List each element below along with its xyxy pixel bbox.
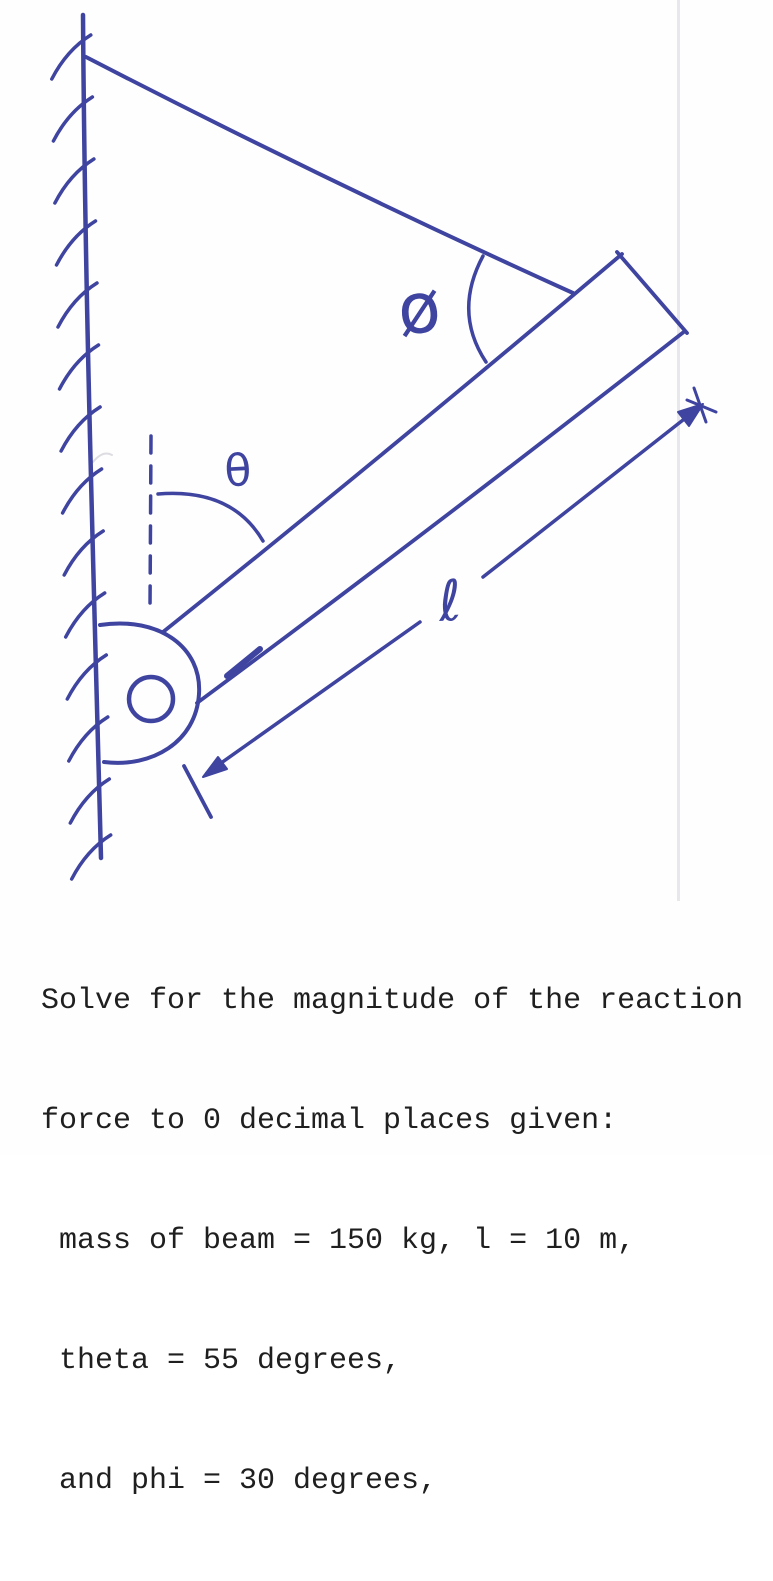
wall-hatch-stroke <box>57 221 96 265</box>
length-label: ℓ <box>436 568 464 635</box>
problem-line: and phi = 30 degrees, <box>41 1464 438 1498</box>
pivot-pin <box>129 677 173 721</box>
problem-line: theta = 55 degrees, <box>41 1344 402 1378</box>
beam-upper-edge <box>163 254 622 635</box>
wall-hatch-stroke <box>72 835 111 879</box>
pivot-bracket <box>100 623 199 762</box>
phi-angle-arc <box>469 256 486 362</box>
theta-label: θ <box>223 445 253 498</box>
wall-hatch-stroke <box>60 345 99 389</box>
problem-line: force to 0 decimal places given: <box>41 1104 618 1138</box>
phi-label: ø <box>393 265 445 352</box>
wall-hatch-stroke <box>64 531 103 575</box>
wall-hatch-stroke <box>66 593 105 637</box>
length-dimension-lower-segment <box>207 622 420 773</box>
problem-line: mass of beam = 150 kg, l = 10 m, <box>41 1224 636 1258</box>
wall-hatch-stroke <box>63 469 102 513</box>
length-dimension-upper-segment <box>483 409 697 577</box>
wall-hatch-stroke <box>61 407 100 451</box>
vertical-reference-dashed-line <box>150 436 151 610</box>
problem-text <box>41 901 743 1581</box>
cable-line <box>86 57 573 293</box>
theta-angle-arc <box>158 493 263 541</box>
beam-end-cap <box>617 252 687 333</box>
ink-blob <box>227 649 260 676</box>
wall-hatch-stroke <box>67 655 106 699</box>
wall-hatching <box>52 35 111 879</box>
beam-lower-edge <box>197 331 685 703</box>
pivot-bump <box>100 623 199 762</box>
problem-line: Solve for the magnitude of the reaction <box>41 984 744 1018</box>
pencil-smudge <box>93 454 112 462</box>
wall-hatch-stroke <box>69 717 108 761</box>
wall-hatch-stroke <box>58 283 97 327</box>
wall-hatch-stroke <box>55 159 94 203</box>
wall-hatch-stroke <box>53 97 92 141</box>
arrowhead-lower-icon <box>184 757 227 817</box>
wall-hatch-stroke <box>70 779 109 823</box>
arrowhead-upper-icon <box>678 388 716 426</box>
